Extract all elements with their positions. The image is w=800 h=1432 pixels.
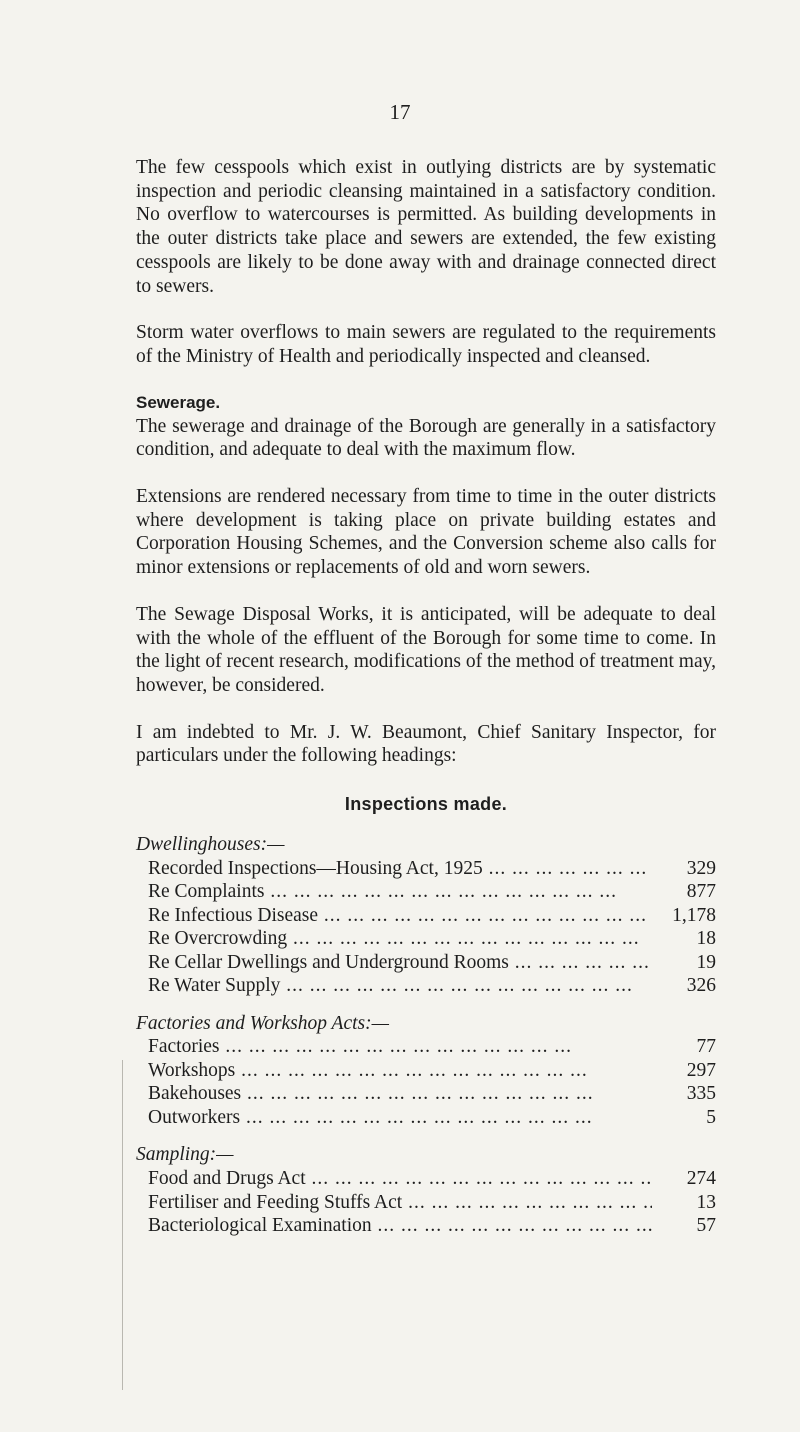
- row-value: 877: [686, 881, 716, 903]
- paragraph-storm-water: Storm water overflows to main sewers are regulated to the requirements of the Ministry of Health and periodically inspected and cleansed.: [136, 322, 716, 367]
- page-body: [136, 156, 716, 1238]
- table-row: [136, 1214, 716, 1238]
- table-row: [136, 1167, 716, 1191]
- section-title: Sampling:—: [136, 1144, 234, 1166]
- row-label: Re Complaints ... .: [148, 880, 652, 904]
- section-sampling: [136, 1143, 716, 1237]
- sewerage-heading: Sewerage.: [136, 392, 221, 412]
- paragraph-extensions: Extensions are rendered necessary from time to time in the outer districts where development is taking place on private building estates and Corporation Housing Schemes, and the Conversion scheme also calls for minor extensions or replacements of old and worn sewers.: [136, 486, 716, 579]
- table-row: [136, 904, 716, 928]
- paragraph-acknowledgement: I am indebted to Mr. J. W. Beaumont, Chief Sanitary Inspector, for particulars under the following headings:: [136, 721, 716, 767]
- row-value: 19: [696, 951, 716, 973]
- table-row: [136, 1082, 716, 1106]
- row-label: Re Water Supply ... .: [148, 974, 652, 998]
- table-row: [136, 951, 716, 975]
- section-title: Factories and Workshop Acts:—: [136, 1012, 389, 1034]
- row-label: Food and Drugs Act ... .: [148, 1167, 652, 1191]
- row-value: 335: [686, 1083, 716, 1105]
- row-label: Bakehouses ... .: [148, 1082, 652, 1106]
- row-value: 329: [686, 857, 716, 879]
- row-value: 13: [696, 1191, 716, 1213]
- row-value: 18: [696, 928, 716, 950]
- table-row: [136, 880, 716, 904]
- section-title: Dwellinghouses:—: [136, 834, 285, 856]
- row-value: 297: [686, 1059, 716, 1081]
- section-factories-workshops: [136, 1012, 716, 1130]
- row-value: 1,178: [672, 904, 716, 926]
- row-label: Re Cellar Dwellings and Underground Rooms ... .: [148, 951, 652, 975]
- row-label: Re Overcrowding ... .: [148, 927, 652, 951]
- row-value: 5: [706, 1106, 716, 1128]
- paragraph-sewage-disposal: The Sewage Disposal Works, it is anticipated, will be adequate to deal with the whole of the effluent of the Borough for some time to come. In the light of recent research, modifications of the method of treatment may, however, be considered.: [136, 603, 716, 696]
- table-row: [136, 974, 716, 998]
- page-margin-line: [122, 1060, 123, 1390]
- table-row: [136, 927, 716, 951]
- table-row: [136, 1106, 716, 1130]
- paragraph-sewerage-condition: The sewerage and drainage of the Borough are generally in a satisfactory condition, and adequate to deal with the maximum flow.: [136, 415, 716, 461]
- section-dwellinghouses: [136, 833, 716, 998]
- row-label: Factories ... .: [148, 1035, 652, 1059]
- row-label: Outworkers ... .: [148, 1106, 652, 1130]
- inspections-heading: Inspections made.: [344, 794, 508, 815]
- row-value: 57: [696, 1215, 716, 1237]
- table-row: [136, 857, 716, 881]
- table-row: [136, 1191, 716, 1215]
- table-row: [136, 1059, 716, 1083]
- page-number: 17: [389, 100, 411, 124]
- row-label: Re Infectious Disease ... .: [148, 904, 652, 928]
- row-label: Workshops ... .: [148, 1059, 652, 1083]
- row-value: 77: [696, 1036, 716, 1058]
- table-row: [136, 1035, 716, 1059]
- row-value: 274: [686, 1168, 716, 1190]
- paragraph-cesspools: The few cesspools which exist in outlying districts are by systematic inspection and periodic cleansing maintained in a satisfactory condition. No overflow to watercourses is permitted. As building developments in the outer districts take place and sewers are extended, the few existing cesspools are likely to be done away with and drainage connected direct to sewers.: [136, 157, 716, 297]
- row-label: Bacteriological Examination ... .: [148, 1214, 652, 1238]
- row-label: Fertiliser and Feeding Stuffs Act ... .: [148, 1191, 652, 1215]
- row-label: Recorded Inspections—Housing Act, 1925 ... .: [148, 857, 652, 881]
- row-value: 326: [686, 975, 716, 997]
